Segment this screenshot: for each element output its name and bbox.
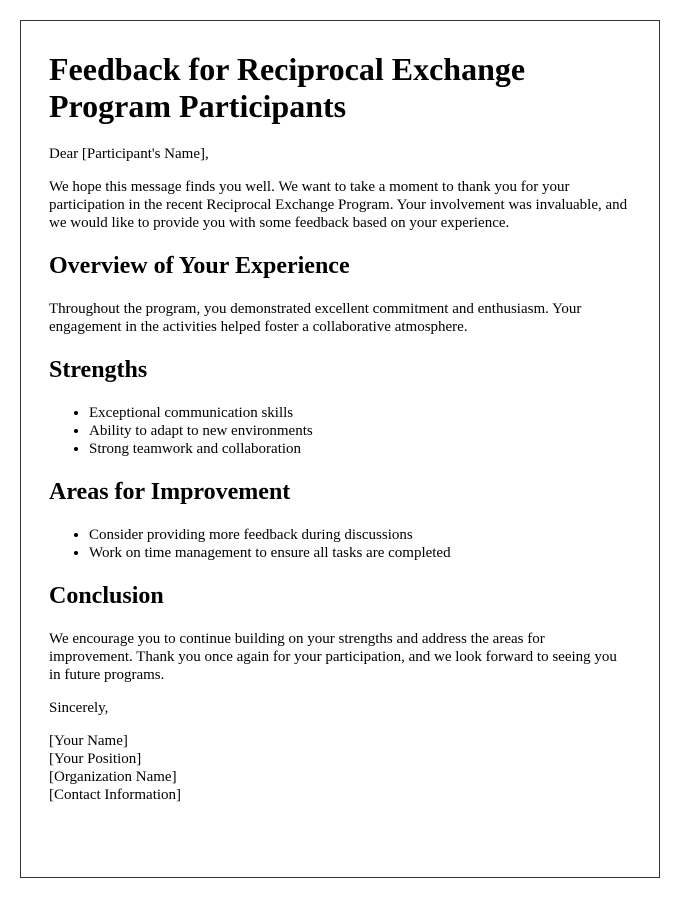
list-item: • Exceptional communication skills <box>89 404 631 422</box>
list-item: • Work on time management to ensure all tasks are completed <box>89 544 631 562</box>
signature-organization: [Organization Name] <box>49 769 177 785</box>
overview-heading: Overview of Your Experience <box>49 253 350 279</box>
intro-paragraph: We hope this message finds you well. We want to take a moment to thank you for your participation in the recent Reciprocal Exchange Program. Your involvement was invaluable, and we would like to provide you with some feedback based on your experience. <box>49 179 628 231</box>
letter-title: Feedback for Reciprocal Exchange Program Participants <box>49 51 526 124</box>
greeting: Dear [Participant's Name], <box>49 146 209 162</box>
improvement-list <box>49 526 631 562</box>
list-item: • Ability to adapt to new environments <box>89 422 631 440</box>
signature-position: [Your Position] <box>49 751 142 767</box>
overview-paragraph: Throughout the program, you demonstrated excellent commitment and enthusiasm. Your engagement in the activities helped foster a collaborative atmosphere. <box>49 301 582 335</box>
strengths-heading: Strengths <box>49 357 148 383</box>
list-item: • Consider providing more feedback during discussions <box>89 526 631 544</box>
signature-contact: [Contact Information] <box>49 787 182 803</box>
signature-name: [Your Name] <box>49 733 128 749</box>
strengths-list <box>49 404 631 458</box>
improvement-heading: Areas for Improvement <box>49 479 291 505</box>
conclusion-heading: Conclusion <box>49 583 164 609</box>
signature-block <box>49 732 631 804</box>
closing: Sincerely, <box>49 700 109 716</box>
letter-container <box>20 20 660 878</box>
list-item: • Strong teamwork and collaboration <box>89 440 631 458</box>
conclusion-paragraph: We encourage you to continue building on your strengths and address the areas for improvement. Thank you once again for your participation, and we look forward to seeing you in future programs. <box>49 631 617 683</box>
